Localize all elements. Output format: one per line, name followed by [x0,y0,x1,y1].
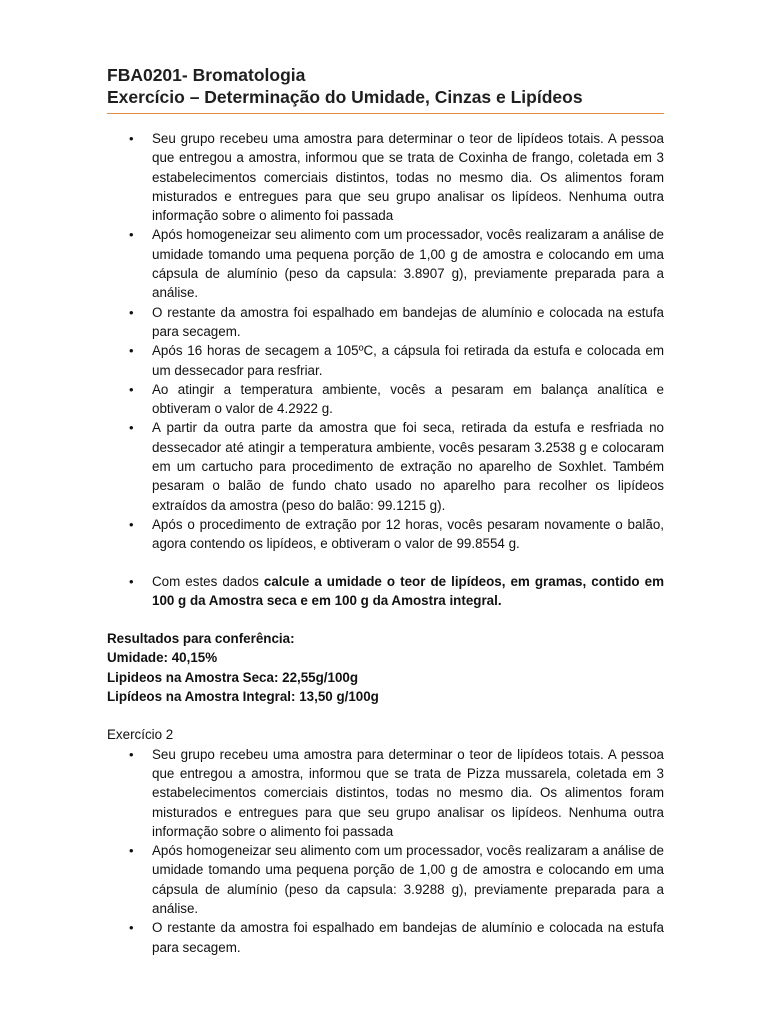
list-item-text: Após o procedimento de extração por 12 horas, vocês pesaram novamente o balão, agora contendo os lipídeos, e obtiveram o valor de 99.8554 g. [152,516,664,552]
list-item [107,418,664,514]
list-spacer [107,554,664,572]
bullet-icon: • [129,746,134,762]
exercise2-list [107,745,664,957]
bullet-icon: • [129,573,134,589]
list-item-task [107,572,664,611]
bullet-icon: • [129,843,134,859]
list-item [107,841,664,918]
list-item [107,225,664,302]
bullet-icon: • [129,227,134,243]
list-item [107,303,664,342]
results-heading: Resultados para conferência: [107,631,295,647]
result-lipideos-integral: Lipídeos na Amostra Integral: 13,50 g/100g [107,689,379,705]
exercise-title: Exercício – Determinação do Umidade, Cinzas e Lipídeos [107,87,583,107]
exercise1-list [107,129,664,610]
title-underline [107,113,664,114]
bullet-icon: • [129,420,134,436]
task-prefix: Com estes dados [152,573,264,589]
list-item-text: O restante da amostra foi espalhado em bandejas de alumínio e colocada na estufa para secagem. [152,920,664,955]
bullet-icon: • [129,304,134,320]
list-item [107,341,664,380]
bullet-icon: • [129,381,134,397]
bullet-icon: • [129,920,134,936]
result-umidade: Umidade: 40,15% [107,650,218,666]
list-item [107,380,664,419]
list-item [107,745,664,841]
list-item-text: Após homogeneizar seu alimento com um processador, vocês realizaram a análise de umidade tomando uma pequena porção de 1,00 g de amostra e colocando em uma cápsula de alumínio (peso da capsula: 3.8907 g), previamente preparada para a análise. [152,227,664,301]
list-item-text: Seu grupo recebeu uma amostra para determinar o teor de lipídeos totais. A pessoa que entregou a amostra, informou que se trata de Pizza mussarela, coletada em 3 estabelecimentos comerciais distintos, todas no mesmo dia. Os alimentos foram misturados e entregues para que seu grupo analisar os lipídeos. Nenhuma outra informação sobre o alimento foi passada [152,746,664,839]
list-item [107,129,664,225]
list-item [107,918,664,957]
list-item-text: Ao atingir a temperatura ambiente, vocês a pesaram em balança analítica e obtiveram o valor de 4.2922 g. [152,381,664,417]
list-item-text: Seu grupo recebeu uma amostra para determinar o teor de lipídeos totais. A pessoa que entregou a amostra, informou que se trata de Coxinha de frango, coletada em 3 estabelecimentos comerciais distintos, todas no mesmo dia. Os alimentos foram misturados e entregues para que seu grupo analisar os lipídeos. Nenhuma outra informação sobre o alimento foi passada [152,131,664,224]
bullet-icon: • [129,343,134,359]
results-block [107,629,664,706]
task-instruction: calcule a umidade o teor de lipídeos, em gramas, contido em 100 g da Amostra seca e em 100 g da Amostra integral. [152,573,664,608]
bullet-icon: • [129,131,134,146]
course-title: FBA0201- Bromatologia [107,65,306,85]
result-lipideos-seca: Lipideos na Amostra Seca: 22,55g/100g [107,669,359,685]
list-item [107,515,664,554]
exercise2-heading: Exercício 2 [107,727,174,743]
list-item-text: Após 16 horas de secagem a 105ºC, a cápsula foi retirada da estufa e colocada em um dessecador para resfriar. [152,343,664,378]
list-item-text: A partir da outra parte da amostra que foi seca, retirada da estufa e resfriada no dessecador até atingir a temperatura ambiente, vocês pesaram 3.2538 g e colocaram em um cartucho para procedimento de extração no aparelho de Soxhlet. Também pesaram o balão de fundo chato usado no aparelho para recolher os lipídeos extraídos da amostra (peso do balão: 99.1215 g). [152,420,664,513]
list-item-text: Após homogeneizar seu alimento com um processador, vocês realizaram a análise de umidade tomando uma pequena porção de 1,00 g de amostra e colocando em uma cápsula de alumínio (peso da capsula: 3.9288 g), previamente preparada para a análise. [152,843,664,916]
list-item-text: O restante da amostra foi espalhado em bandejas de alumínio e colocada na estufa para secagem. [152,304,664,339]
bullet-icon: • [129,516,134,532]
